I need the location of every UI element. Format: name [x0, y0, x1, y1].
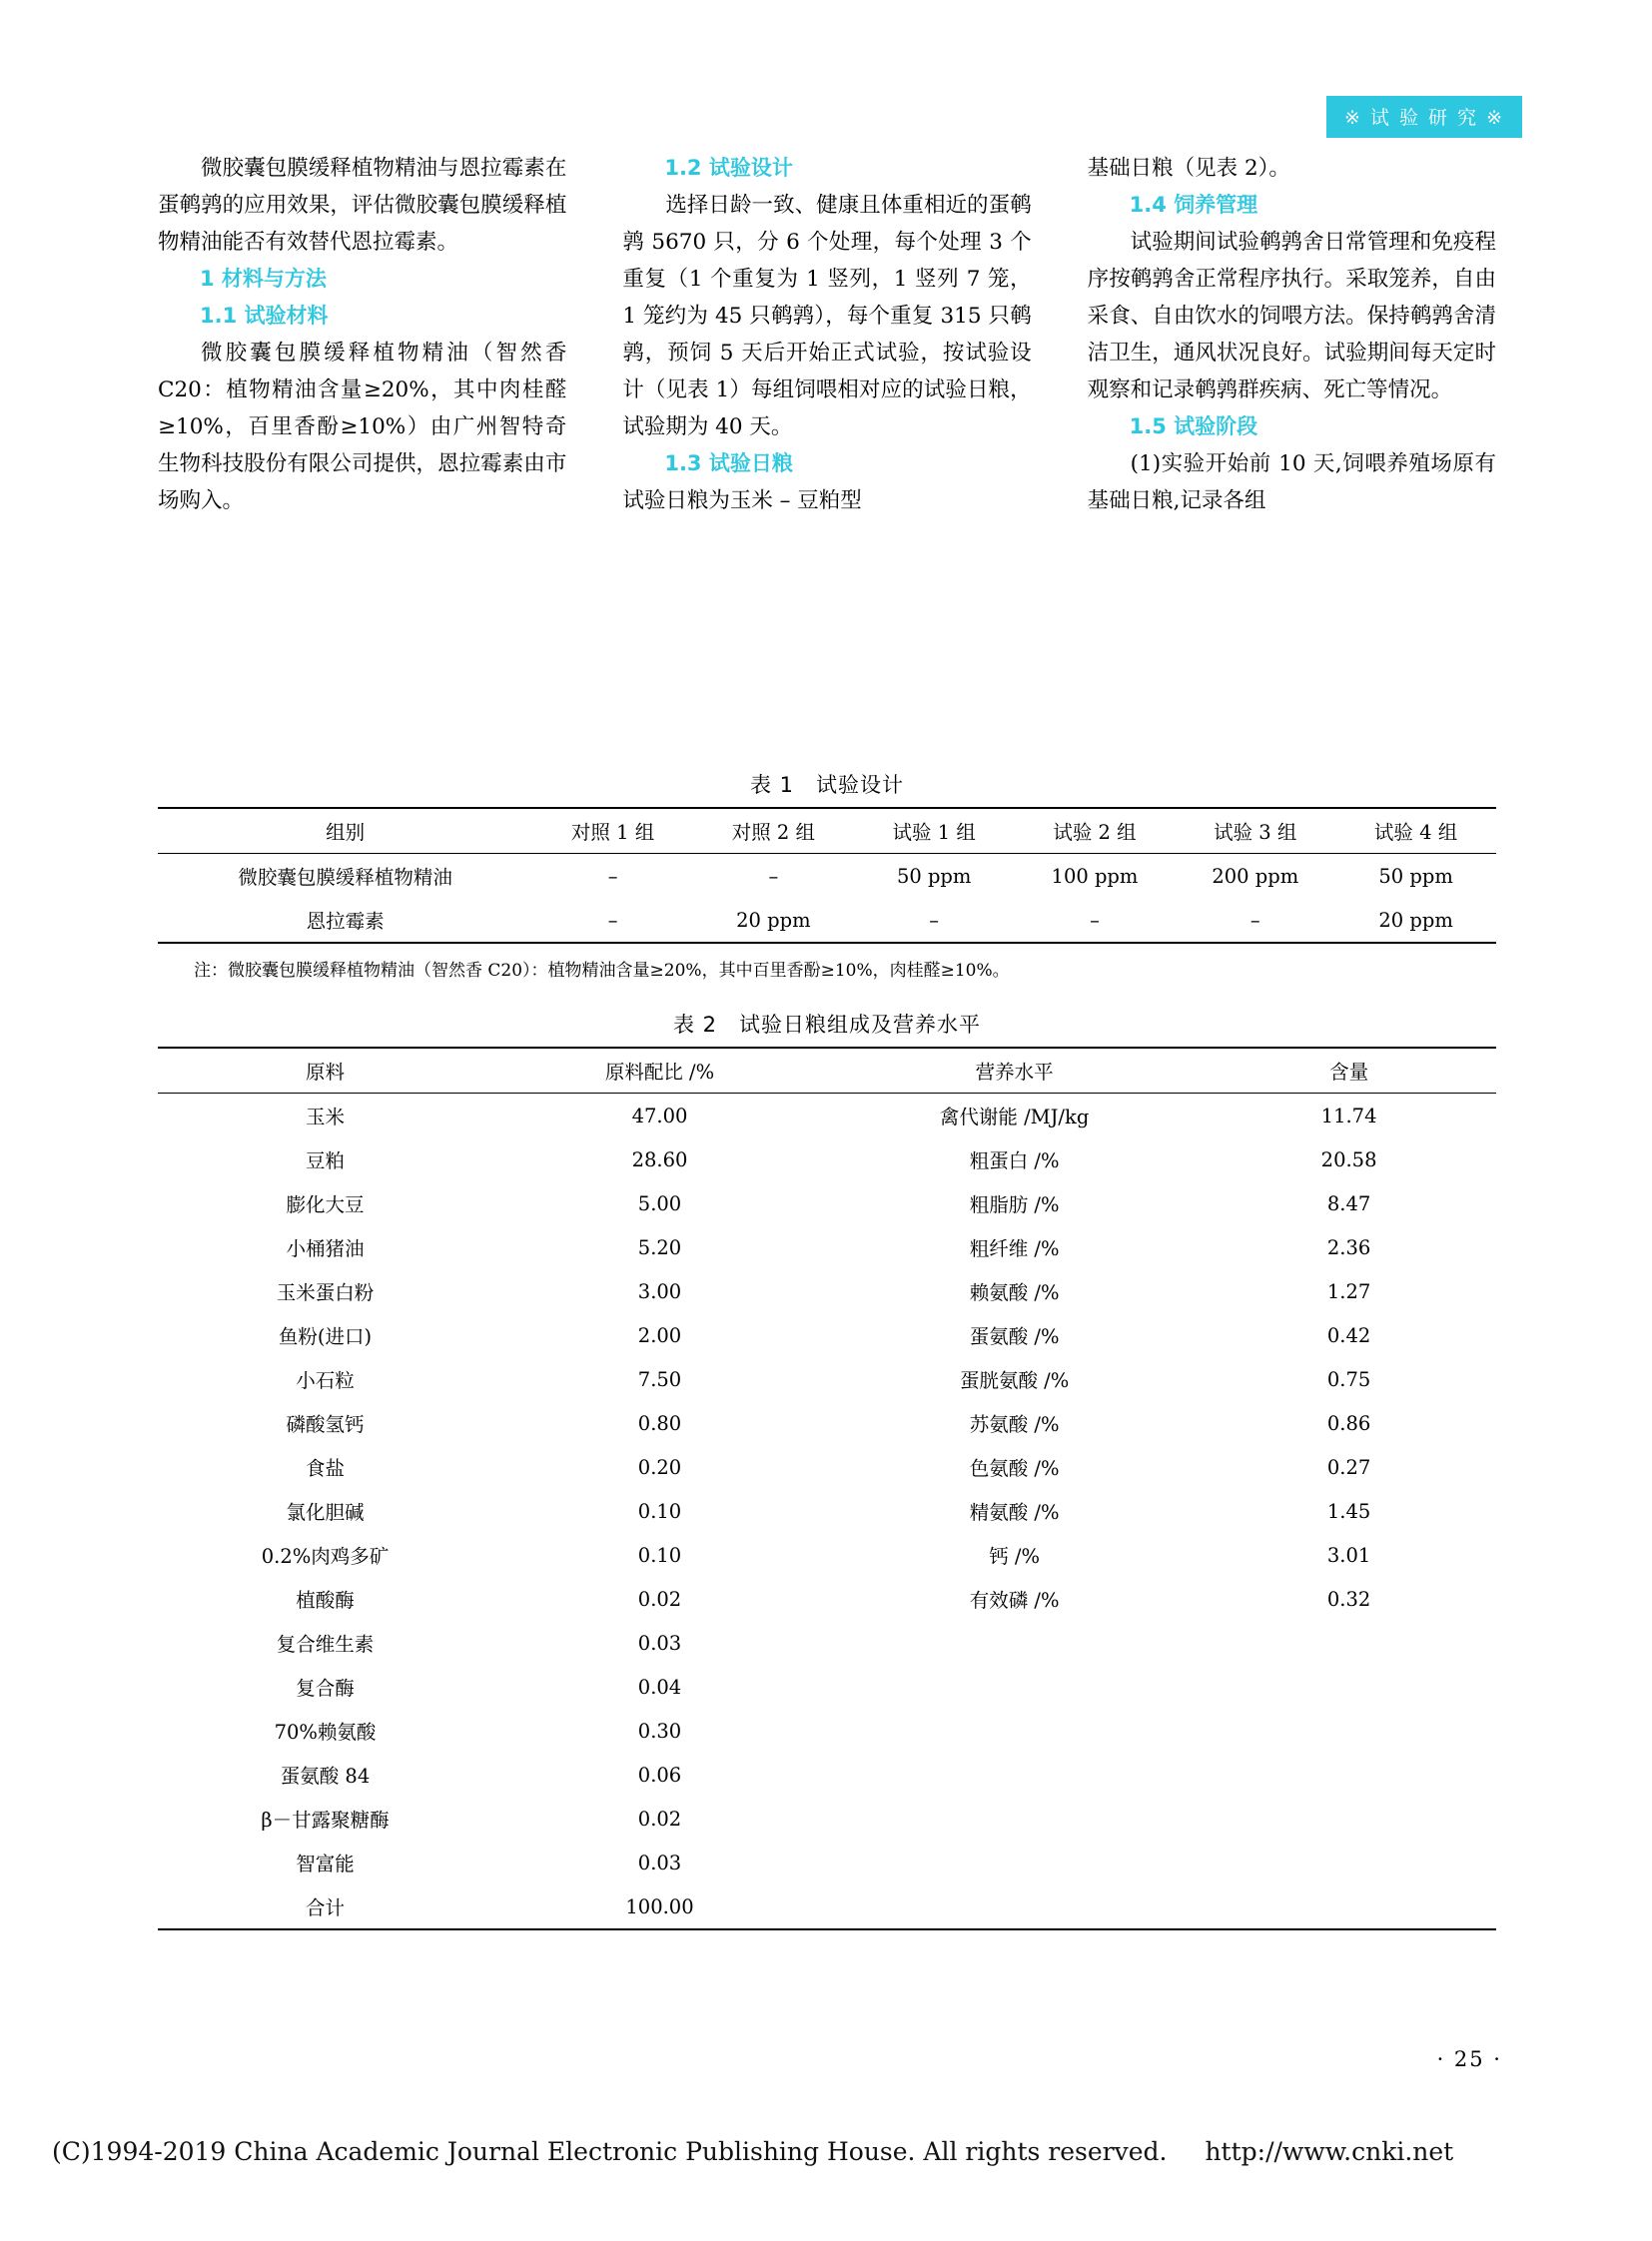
table-header-cell: 试验 2 组	[1015, 808, 1176, 854]
table-cell: 5.20	[637, 1235, 682, 1259]
table-cell: 磷酸氢钙	[286, 1413, 365, 1436]
table-cell: 0.32	[1326, 1587, 1371, 1611]
table-cell	[1202, 1841, 1496, 1884]
table-1-block	[158, 769, 1496, 981]
table-cell: –	[607, 864, 618, 888]
table-header-cell: 试验 3 组	[1175, 808, 1335, 854]
table-cell: 小石粒	[296, 1369, 355, 1392]
table-row	[158, 1137, 1496, 1181]
table-header-row	[158, 808, 1496, 854]
table-cell	[827, 1797, 1202, 1841]
table-cell: 0.10	[637, 1499, 682, 1523]
table-2-caption: 表 2 试验日粮组成及营养水平	[672, 1013, 982, 1037]
table-cell: 复合酶	[296, 1677, 355, 1700]
table-cell: β－甘露聚糖酶	[261, 1809, 390, 1832]
table-cell	[827, 1884, 1202, 1929]
table-cell: 0.75	[1326, 1367, 1371, 1391]
table-cell: 50 ppm	[896, 864, 972, 888]
paragraph: 选择日龄一致、健康且体重相近的蛋鹌鹑 5670 只，分 6 个处理，每个处理 3 个重复（1 个重复为 1 竖列，1 竖列 7 笼，1 笼约为 45 只鹌鹑），每个重复 315 只鹌鹑，预饲 5 天后开始正式试验，按试验设计（见表 1）每组饲喂相对应的试验日粮，试验期为 40 天。	[622, 193, 1032, 439]
table-cell: 7.50	[637, 1367, 682, 1391]
copyright-text: (C)1994-2019 China Academic Journal Electronic Publishing House. All rights reserved.	[52, 2137, 1168, 2166]
table-cell: 2.00	[637, 1323, 682, 1347]
table-cell: 70%赖氨酸	[274, 1721, 377, 1744]
table-cell: 禽代谢能 /MJ/kg	[939, 1106, 1090, 1128]
table-row	[158, 1313, 1496, 1357]
table-cell: 0.03	[637, 1851, 682, 1874]
cnki-url: http://www.cnki.net	[1205, 2137, 1454, 2166]
table-cell: 11.74	[1320, 1104, 1377, 1127]
table-row	[158, 854, 1496, 899]
table-header-cell: 原料	[158, 1048, 492, 1094]
column-1	[158, 150, 566, 519]
table-row	[158, 898, 1496, 943]
section-heading-feeding-management: 1.4 饲养管理	[1129, 193, 1258, 217]
table-row	[158, 1489, 1496, 1533]
table-cell	[827, 1841, 1202, 1884]
table-cell: –	[1015, 898, 1176, 943]
table-cell: 100 ppm	[1051, 864, 1139, 888]
table-2	[158, 1047, 1496, 1930]
table-header-row	[158, 1048, 1496, 1094]
table-1	[158, 807, 1496, 944]
table-header-cell: 营养水平	[827, 1048, 1202, 1094]
table-cell: 0.30	[637, 1719, 682, 1743]
table-cell: 植酸酶	[296, 1589, 355, 1612]
table-cell: 3.01	[1326, 1543, 1371, 1567]
table-cell: 3.00	[637, 1279, 682, 1303]
paragraph: 试验日粮为玉米 – 豆粕型	[622, 488, 862, 513]
table-cell	[1202, 1709, 1496, 1753]
table-row	[158, 1181, 1496, 1225]
paragraph: 基础日粮（见表 2）。	[1087, 156, 1290, 181]
table-cell: 玉米	[305, 1106, 345, 1128]
table-row	[158, 1841, 1496, 1884]
table-cell: 0.86	[1326, 1411, 1371, 1435]
table-header-cell: 组别	[158, 808, 532, 854]
table-cell: 豆粕	[305, 1149, 345, 1172]
paragraph: 微胶囊包膜缓释植物精油与恩拉霉素在蛋鹌鹑的应用效果，评估微胶囊包膜缓释植物精油能否有效替代恩拉霉素。	[158, 156, 567, 255]
table-cell: 色氨酸 /%	[969, 1457, 1060, 1480]
section-heading-test-material: 1.1 试验材料	[200, 304, 329, 328]
footer-copyright	[52, 2137, 1610, 2166]
table-cell: 5.00	[637, 1191, 682, 1215]
table-cell: 智富能	[296, 1853, 355, 1875]
table-row	[158, 1884, 1496, 1929]
table-cell: 氯化胆碱	[286, 1501, 365, 1524]
table-header-cell: 对照 2 组	[693, 808, 854, 854]
table-cell: 粗纤维 /%	[969, 1237, 1060, 1260]
table-row	[158, 1665, 1496, 1709]
table-header-cell: 含量	[1202, 1048, 1496, 1094]
table-cell: 0.02	[637, 1587, 682, 1611]
table-cell: 0.02	[637, 1807, 682, 1831]
section-heading-test-stage: 1.5 试验阶段	[1129, 414, 1258, 438]
table-cell: 100.00	[492, 1884, 827, 1929]
table-row	[158, 1357, 1496, 1401]
table-cell	[827, 1665, 1202, 1709]
table-cell: 蛋氨酸 /%	[969, 1325, 1060, 1348]
table-cell: 47.00	[631, 1104, 688, 1127]
table-header-cell: 试验 4 组	[1335, 808, 1496, 854]
table-row	[158, 1269, 1496, 1313]
paragraph: (1)实验开始前 10 天,饲喂养殖场原有基础日粮,记录各组	[1087, 451, 1496, 513]
table-row	[158, 1621, 1496, 1665]
table-cell: 膨化大豆	[286, 1193, 365, 1216]
table-cell: 200 ppm	[1212, 864, 1299, 888]
table-cell	[1202, 1621, 1496, 1665]
table-cell: 粗蛋白 /%	[969, 1149, 1060, 1172]
table-cell: 1.45	[1326, 1499, 1371, 1523]
table-cell	[827, 1621, 1202, 1665]
table-cell: 精氨酸 /%	[969, 1501, 1060, 1524]
table-row	[158, 1225, 1496, 1269]
table-1-note: 注：微胶囊包膜缓释植物精油（智然香 C20）：植物精油含量≥20%，其中百里香酚≥10%，肉桂醛≥10%。	[194, 961, 1010, 981]
table-cell: 蛋氨酸 84	[280, 1765, 371, 1788]
table-cell: 0.2%肉鸡多矿	[261, 1545, 390, 1568]
table-1-caption: 表 1 试验设计	[749, 773, 905, 797]
table-cell: 8.47	[1326, 1191, 1371, 1215]
header-section-tag: ※ 试 验 研 究 ※	[1326, 96, 1522, 138]
table-cell: 赖氨酸 /%	[969, 1281, 1060, 1304]
table-header-cell: 原料配比 /%	[492, 1048, 827, 1094]
table-cell: 0.27	[1326, 1455, 1371, 1479]
table-cell: 粗脂肪 /%	[969, 1193, 1060, 1216]
paragraph: 试验期间试验鹌鹑舍日常管理和免疫程序按鹌鹑舍正常程序执行。采取笼养，自由采食、自由饮水的饲喂方法。保持鹌鹑舍清洁卫生，通风状况良好。试验期间每天定时观察和记录鹌鹑群疾病、死亡等情况。	[1087, 230, 1496, 402]
table-2-body	[158, 1094, 1496, 1930]
table-cell: 钙 /%	[989, 1545, 1040, 1568]
table-cell: 鱼粉(进口)	[278, 1325, 373, 1348]
table-cell	[1202, 1884, 1496, 1929]
table-cell: 20.58	[1320, 1147, 1377, 1171]
column-3	[1088, 150, 1496, 519]
table-cell: 微胶囊包膜缓释植物精油	[238, 866, 452, 889]
table-cell: 28.60	[631, 1147, 688, 1171]
table-header-cell: 对照 1 组	[532, 808, 693, 854]
table-cell	[1202, 1753, 1496, 1797]
table-cell: 有效磷 /%	[969, 1589, 1060, 1612]
table-cell	[1202, 1665, 1496, 1709]
table-cell: 合计	[158, 1884, 492, 1929]
table-cell: 50 ppm	[1378, 864, 1453, 888]
page-number: · 25 ·	[1436, 2047, 1502, 2071]
table-row	[158, 1753, 1496, 1797]
table-cell	[827, 1709, 1202, 1753]
table-cell: 20 ppm	[693, 898, 854, 943]
section-heading-test-diet: 1.3 试验日粮	[664, 451, 793, 475]
table-row	[158, 1401, 1496, 1445]
table-cell: 小桶猪油	[286, 1237, 365, 1260]
table-cell: 0.04	[637, 1675, 682, 1699]
table-cell: –	[532, 898, 693, 943]
table-cell: 复合维生素	[276, 1633, 375, 1656]
section-heading-materials: 1 材料与方法	[200, 267, 327, 291]
table-cell: 0.03	[637, 1631, 682, 1655]
table-cell: 恩拉霉素	[158, 898, 532, 943]
table-cell: 玉米蛋白粉	[276, 1281, 375, 1304]
table-cell: 0.80	[637, 1411, 682, 1435]
table-row	[158, 1709, 1496, 1753]
table-cell: 1.27	[1326, 1279, 1371, 1303]
paragraph: 微胶囊包膜缓释植物精油（智然香 C20：植物精油含量≥20%，其中肉桂醛≥10%，百里香酚≥10%）由广州智特奇生物科技股份有限公司提供，恩拉霉素由市场购入。	[158, 341, 567, 513]
table-cell: 0.10	[637, 1543, 682, 1567]
table-cell: 20 ppm	[1335, 898, 1496, 943]
table-cell: 0.06	[637, 1763, 682, 1787]
table-header-cell: 试验 1 组	[854, 808, 1015, 854]
article-columns	[158, 150, 1496, 519]
table-2-block	[158, 1009, 1496, 1930]
table-row	[158, 1533, 1496, 1577]
section-heading-test-design: 1.2 试验设计	[664, 156, 793, 180]
table-cell: 0.20	[637, 1455, 682, 1479]
table-row	[158, 1094, 1496, 1138]
table-row	[158, 1577, 1496, 1621]
table-cell	[827, 1753, 1202, 1797]
table-cell: –	[768, 864, 779, 888]
table-cell: –	[1175, 898, 1335, 943]
column-2	[622, 150, 1031, 519]
table-cell: 食盐	[305, 1457, 345, 1480]
table-cell: 0.42	[1326, 1323, 1371, 1347]
table-cell: 苏氨酸 /%	[969, 1413, 1060, 1436]
table-cell: 2.36	[1326, 1235, 1371, 1259]
table-cell: 蛋胱氨酸 /%	[959, 1369, 1070, 1392]
table-row	[158, 1797, 1496, 1841]
table-cell	[1202, 1797, 1496, 1841]
table-row	[158, 1445, 1496, 1489]
table-cell: –	[854, 898, 1015, 943]
